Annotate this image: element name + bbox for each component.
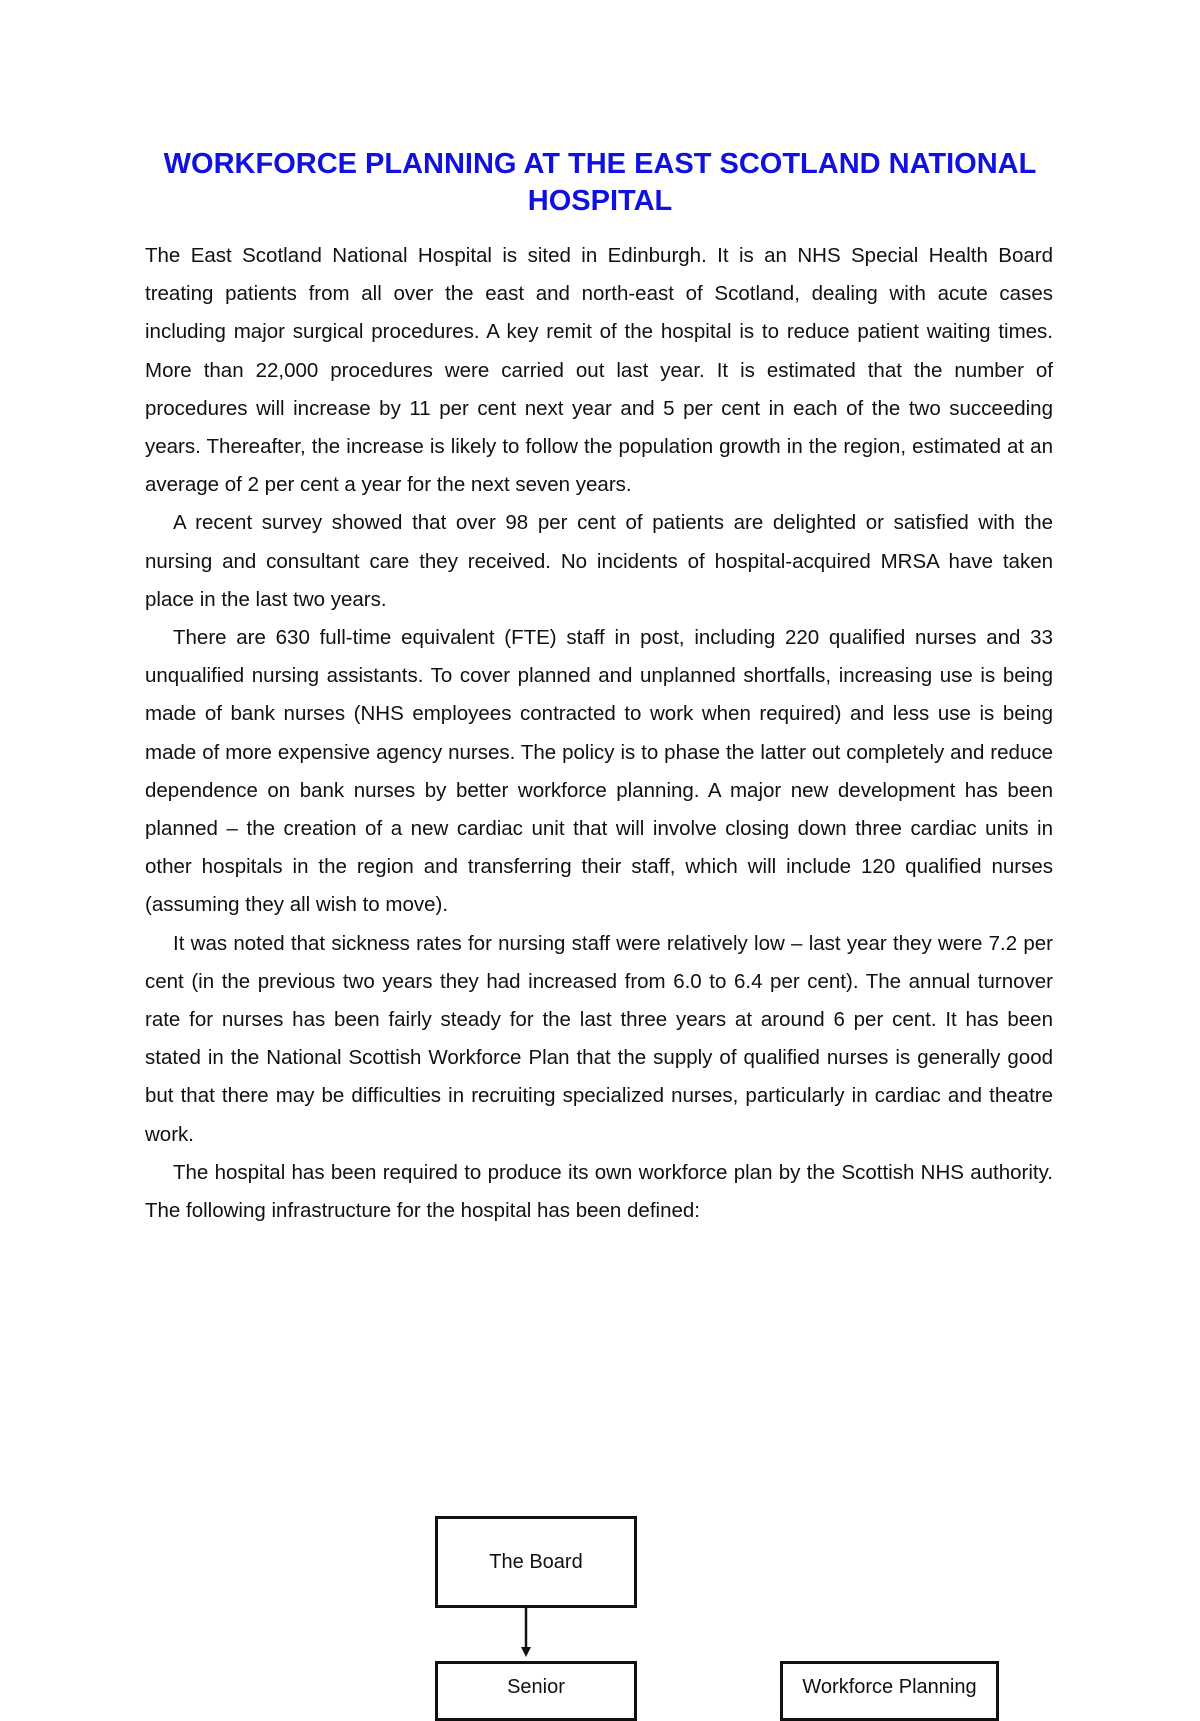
paragraph-4: It was noted that sickness rates for nursing staff were relatively low – last year they were 7.2 per cent (in the previous two years they had increased from 6.0 to 6.4 per cent). The annual turnover rate for nurses has been fairly steady for the last three years at around 6 per cent. It has been stated in the National Scottish Workforce Plan that the supply of qualified nurses is generally good but that there may be difficulties in recruiting specialized nurses, particularly in cardiac and theatre work. bbox=[145, 931, 1053, 1146]
org-box-label: Workforce Planning bbox=[802, 1676, 977, 1698]
document-title: WORKFORCE PLANNING AT THE EAST SCOTLAND NATIONAL HOSPITAL bbox=[163, 148, 1037, 217]
paragraph-5: The hospital has been required to produce its own workforce plan by the Scottish NHS authority. The following infrastructure for the hospital has been defined: bbox=[145, 1160, 1053, 1223]
org-box-senior bbox=[435, 1661, 637, 1721]
org-box-the-board bbox=[435, 1516, 637, 1608]
paragraph-3: There are 630 full-time equivalent (FTE) staff in post, including 220 qualified nurses and 33 unqualified nursing assistants. To cover planned and unplanned shortfalls, increasing use is being made of bank nurses (NHS employees contracted to work when required) and less use is being made of more expensive agency nurses. The policy is to phase the latter out completely and reduce dependence on bank nurses by better workforce planning. A major new development has been planned – the creation of a new cardiac unit that will involve closing down three cardiac units in other hospitals in the region and transferring their staff, which will include 120 qualified nurses (assuming they all wish to move). bbox=[145, 626, 1053, 917]
paragraph-1: The East Scotland National Hospital is sited in Edinburgh. It is an NHS Special Health Board treating patients from all over the east and north-east of Scotland, dealing with acute cases including major surgical procedures. A key remit of the hospital is to reduce patient waiting times. More than 22,000 procedures were carried out last year. It is estimated that the number of procedures will increase by 11 per cent next year and 5 per cent in each of the two succeeding years. Thereafter, the increase is likely to follow the population growth in the region, estimated at an average of 2 per cent a year for the next seven years. bbox=[145, 244, 1053, 497]
paragraph-2: A recent survey showed that over 98 per cent of patients are delighted or satisfied with the nursing and consultant care they received. No incidents of hospital-acquired MRSA have taken place in the last two years. bbox=[145, 511, 1053, 611]
org-box-label: The Board bbox=[489, 1551, 583, 1573]
document-body bbox=[145, 237, 1053, 1230]
org-box-workforce-planning bbox=[780, 1661, 999, 1721]
org-box-label: Senior bbox=[507, 1676, 565, 1698]
